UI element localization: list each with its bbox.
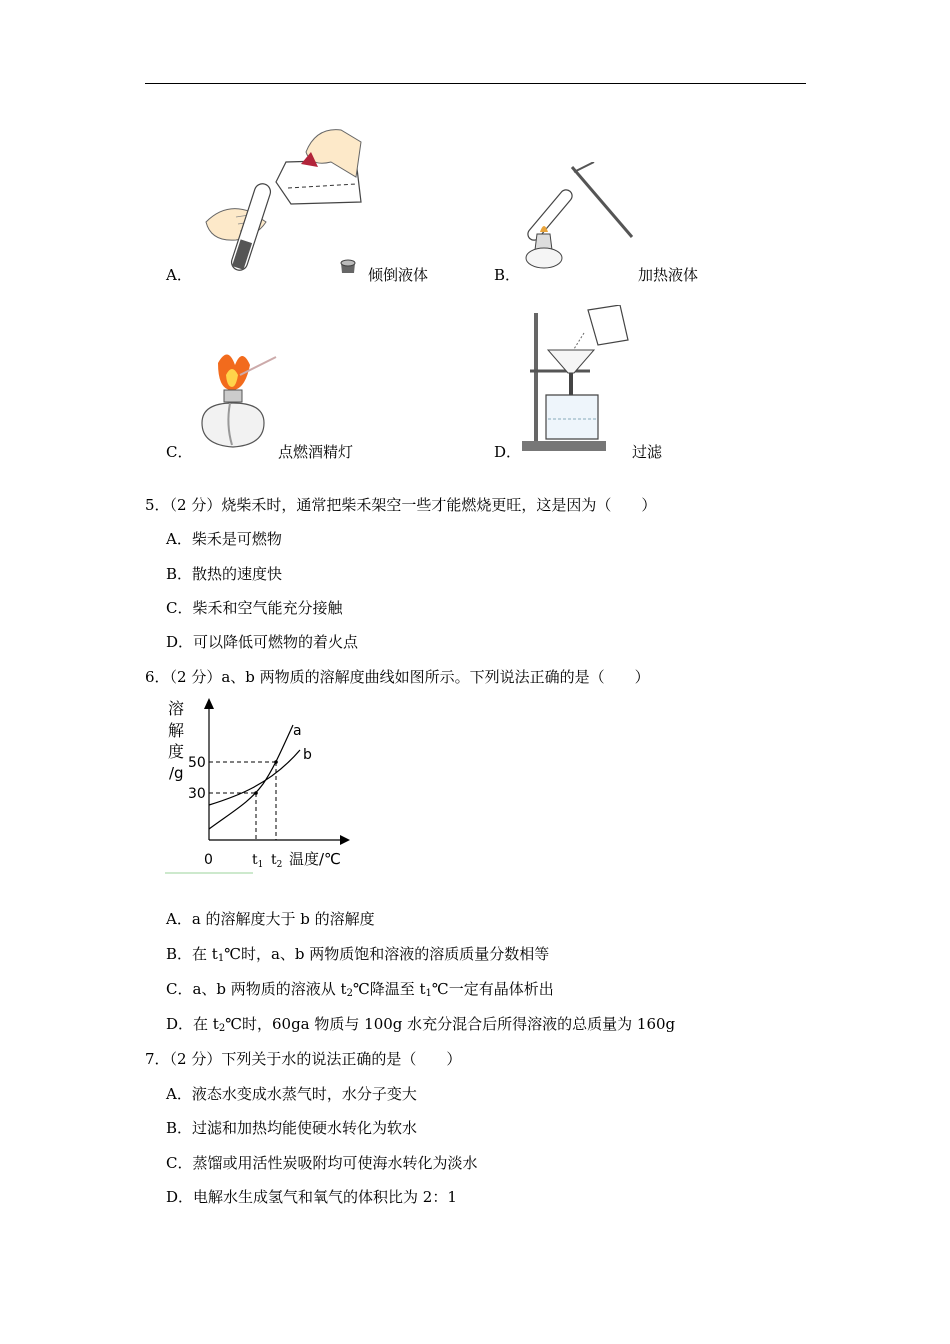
q5-stem: 5．（2 分）烧柴禾时，通常把柴禾架空一些才能燃烧更旺，这是因为（ ） — [145, 496, 657, 514]
q7-option-b: B．过滤和加热均能使硬水转化为软水 — [166, 1119, 418, 1137]
q5-option-a: A．柴禾是可燃物 — [166, 530, 282, 548]
curve-a — [209, 725, 293, 829]
q5-option-c: C．柴禾和空气能充分接触 — [166, 599, 343, 617]
ylabel-char-3: 度 — [168, 742, 185, 761]
q4-option-b-letter: B． — [494, 266, 521, 284]
q6-option-a: A．a 的溶解度大于 b 的溶解度 — [166, 910, 375, 928]
q6-option-b: B．在 $t_1℃$时，a、b 两物质饱和溶液的溶质质量分数相等 — [166, 945, 550, 964]
q5-option-b: B．散热的速度快 — [166, 565, 283, 583]
q4-option-c-letter: C． — [166, 443, 193, 461]
q6-stem: 6．（2 分）a、b 两物质的溶解度曲线如图所示。下列说法正确的是（ ） — [145, 668, 650, 686]
filtration-figure — [520, 305, 640, 455]
q4-option-d-letter: D． — [494, 443, 522, 461]
y-tick-label: 30 — [188, 786, 206, 802]
x-axis-arrow — [340, 835, 350, 845]
q6-option-d: D．在 $t_2℃$时，60ga 物质与 100g 水充分混合后所得溶液的总质量为 160g — [166, 1015, 676, 1034]
q7-stem: 7．（2 分）下列关于水的说法正确的是（ ） — [145, 1050, 462, 1068]
bottle-stopper-icon — [338, 257, 358, 275]
header-rule — [145, 83, 806, 84]
series-label-b: b — [303, 747, 312, 763]
x-tick-t1: $t_1$ — [252, 852, 264, 870]
q7-option-d: D．电解水生成氢气和氧气的体积比为 2：1 — [166, 1188, 457, 1206]
q4-option-d-caption: 过滤 — [632, 443, 663, 461]
curve-b — [209, 750, 300, 805]
q6-option-c: C．a、b 两物质的溶液从 $t_2℃$降温至 $t_1℃$一定有晶体析出 — [166, 980, 554, 999]
y-axis-arrow — [204, 698, 214, 709]
q4-option-a-letter: A． — [166, 266, 192, 284]
x-axis-label: 温度/℃ — [289, 850, 341, 868]
heating-liquid-figure — [522, 162, 637, 274]
ylabel-unit: /g — [169, 764, 184, 782]
pouring-liquid-figure — [196, 122, 371, 277]
y-tick-label: 50 — [188, 755, 206, 771]
ylabel-char-2: 解 — [168, 721, 185, 740]
x-tick-t2: $t_2$ — [271, 852, 283, 870]
a-at-t2-point — [274, 760, 278, 764]
series-label-a: a — [293, 723, 302, 739]
q4-option-a-caption: 倾倒液体 — [368, 266, 429, 284]
q7-option-c: C．蒸馏或用活性炭吸附均可使海水转化为淡水 — [166, 1154, 478, 1172]
alcohol-lamp-figure — [190, 345, 280, 457]
q4-option-b-caption: 加热液体 — [638, 266, 699, 284]
origin-label: 0 — [204, 852, 213, 868]
intersection-point — [254, 791, 258, 795]
q4-option-c-caption: 点燃酒精灯 — [278, 443, 354, 461]
q7-option-a: A．液态水变成水蒸气时，水分子变大 — [166, 1085, 417, 1103]
q5-option-d: D．可以降低可燃物的着火点 — [166, 633, 359, 651]
solubility-chart — [160, 692, 360, 880]
ylabel-char-1: 溶 — [168, 699, 185, 718]
